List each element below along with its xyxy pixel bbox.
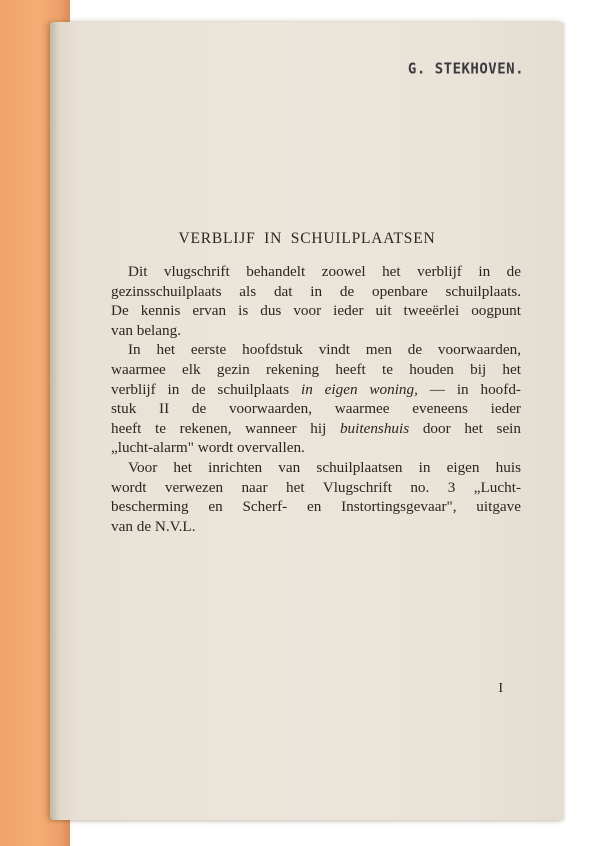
text-fragment: door het sein (409, 419, 522, 437)
text-fragment: heeft te rekenen, wanneer hij (111, 419, 340, 437)
text-line: stuk II de voorwaarden, waarmee eveneens ieder (111, 400, 521, 418)
text-line: van belang. (111, 321, 182, 339)
text-line: In het eerste hoofdstuk vindt men de voorwaarden, (128, 341, 521, 359)
text-line (111, 380, 521, 400)
text-line: van de N.V.L. (111, 517, 196, 535)
text-line: Voor het inrichten van schuilplaatsen in eigen huis (128, 458, 521, 476)
italic-fragment: buitenshuis (339, 419, 410, 437)
text-line: bescherming en Scherf- en Instortingsgevaar", uitgave (111, 498, 521, 516)
italic-fragment: in eigen woning, (300, 380, 418, 398)
text-line: „lucht-alarm" wordt overvallen. (111, 439, 305, 457)
text-fragment: verblijf in de schuilplaats (111, 380, 301, 398)
chapter-title: VERBLIJF IN SCHUILPLAATSEN (178, 230, 436, 247)
text-line: gezinsschuilplaats als dat in de openbare schuilplaats. (111, 282, 521, 300)
page-number: I (498, 681, 503, 696)
text-line: De kennis ervan is dus voor ieder uit tweeërlei oogpunt (111, 302, 521, 320)
text-line: Dit vlugschrift behandelt zoowel het verblijf in de (128, 263, 521, 280)
page-gutter-shadow (50, 22, 60, 820)
text-line (111, 419, 521, 439)
text-fragment: — in hoofd- (417, 380, 521, 398)
owner-stamp: G. STEKHOVEN. (407, 60, 524, 78)
book-page (50, 22, 564, 820)
body-text (111, 262, 521, 536)
text-line: waarmee elk gezin rekening heeft te houden bij het (111, 360, 521, 378)
text-line: wordt verwezen naar het Vlugschrift no. 3 „Lucht- (111, 478, 521, 496)
